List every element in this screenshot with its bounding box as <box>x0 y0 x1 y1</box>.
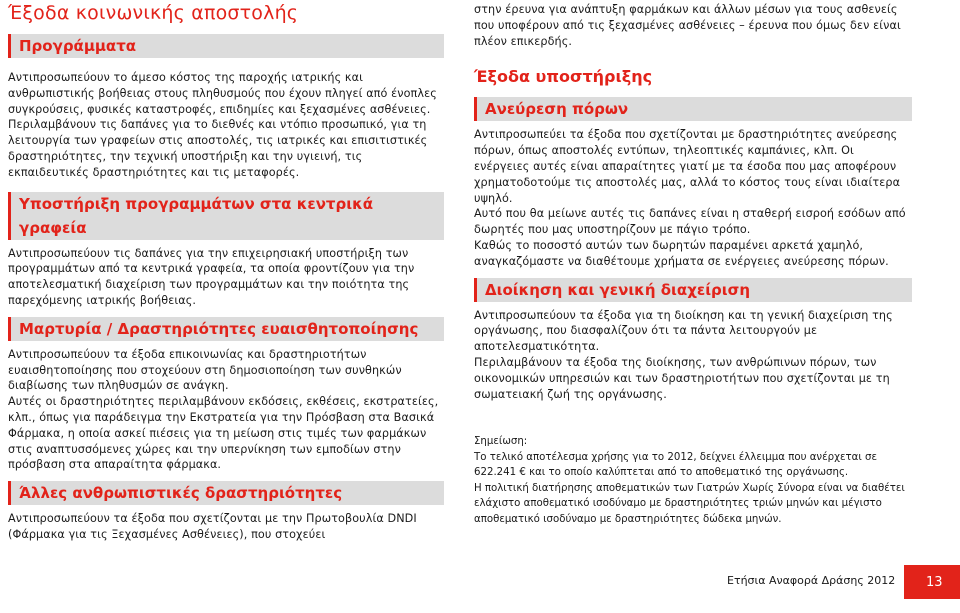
right-column <box>474 0 912 527</box>
text-program-support: Αντιπροσωπεύουν τις δαπάνες για την επιχειρησιακή υποστήριξη των προγραμμάτων από τα κεντρικά γραφεία, τα οποία φροντίζουν για την αποτελεσματική διαχείριση των προγραμμάτων και την ποιότητα της παρεχόμενης ιατρικής βοήθειας. <box>8 246 415 307</box>
page-number: 13 <box>926 574 943 590</box>
heading-administration: Διοίκηση και γενική διαχείριση <box>474 278 912 302</box>
left-column <box>8 0 444 543</box>
heading-other-humanitarian: Άλλες ανθρωπιστικές δραστηριότητες <box>8 481 444 505</box>
page-number-badge <box>904 565 960 599</box>
text-administration: Αντιπροσωπεύουν τα έξοδα για τη διοίκηση και τη γενική διαχείριση της οργάνωσης, που διασφαλίζουν ότι τα πάντα λειτουργούν με αποτελεσματικότητα. Περιλαμβάνουν τα έξοδα της διοίκησης, των ανθρώπινων πόρων, των οικονομικών υπηρεσιών και των δραστηριοτήτων που σχετίζονται με τη σωματειακή ζωή της οργάνωσης. <box>474 308 893 401</box>
page-title: Έξοδα κοινωνικής αποστολής <box>8 2 299 24</box>
text-programs: Αντιπροσωπεύουν το άμεσο κόστος της παροχής ιατρικής και ανθρωπιστικής βοήθειας στους πληθυσμούς που έχουν πληγεί από ένοπλες συγκρούσεις, φυσικές καταστροφές, επιδημίες και ξεχασμένες ασθένειες. Περιλαμβάνουν τις δαπάνες για το διεθνές και ντόπιο προσωπικό, για τη λειτουργία των γραφείων στις αποστολές, τις ιατρικές και επισιτιστικές δραστηριότητες, την τεχνική υποστήριξη και την υγιεινή, τις εκπαιδευτικές δραστηριότητες και τις μεταφορές. <box>8 71 437 179</box>
heading-programs: Προγράμματα <box>8 34 444 58</box>
text-testimony: Αντιπροσωπεύουν τα έξοδα επικοινωνίας και δραστηριοτήτων ευαισθητοποίησης που στοχεύουν στη δημοσιοποίηση των συνθηκών διαβίωσης των πληθυσμών σε ανάγκη. Αυτές οι δραστηριότητες περιλαμβάνουν εκδόσεις, εκθέσεις, εκστρατείες, κλπ., όπως για παράδειγμα την Εκστρατεία για την Πρόσβαση στα Βασικά Φάρμακα, η οποία ασκεί πιέσεις για τη μείωση στις τιμές των φαρμάκων στις αναπτυσσόμενες χώρες και την υπερνίκηση των εμποδίων στην πρόσβαση στα απαραίτητα φάρμακα. <box>8 347 439 472</box>
text-continuation: στην έρευνα για ανάπτυξη φαρμάκων και άλλων μέσων για τους ασθενείς που υποφέρουν από τις ξεχασμένες ασθένειες – έρευνα που όμως δεν είναι πλέον επικερδής. <box>474 3 901 48</box>
note-text: Το τελικό αποτέλεσμα χρήσης για το 2012, δείχνει έλλειμμα που ανέρχεται σε 622.241 € και το οποίο καλύπτεται από το αποθεματικό της οργάνωσης. Η πολιτική διατήρησης αποθεματικών των Γιατρών Χωρίς Σύνορα είναι να διαθέτει ελάχιστο αποθεματικό ισοδύναμο με δραστηριότητες τριών μηνών και μέγιστο αποθεματικό ισοδύναμο με δραστηριότητες δώδεκα μηνών. <box>474 451 905 525</box>
text-other-humanitarian: Αντιπροσωπεύουν τα έξοδα που σχετίζονται με την Πρωτοβουλία DNDI (Φάρμακα για τις Ξεχασμένες Ασθένειες), που στοχεύει <box>8 512 417 541</box>
heading-fundraising: Ανεύρεση πόρων <box>474 97 912 121</box>
text-fundraising: Αντιπροσωπεύει τα έξοδα που σχετίζονται με δραστηριότητες ανεύρεσης πόρων, όπως αποστολές εντύπων, τηλεοπτικές καμπάνιες, κλπ. Οι ενέργειες αυτές είναι απαραίτητες γιατί με τα έσοδα που μας αποφέρουν χρηματοδοτούμε τις αποστολές μας, αλλά το κόστος τους είναι ιδιαίτερα υψηλό. Αυτό που θα μείωνε αυτές τις δαπάνες είναι η σταθερή εισροή εσόδων από δωρητές που μας υποστηρίζουν με πάγιο τρόπο. Καθώς το ποσοστό αυτών των δωρητών παραμένει αρκετά χαμηλό, αναγκαζόμαστε να διαθέτουμε χρήματα σε ενέργειες ανεύρεσης πόρων. <box>474 128 906 268</box>
section-title-support: Έξοδα υποστήριξης <box>474 67 653 87</box>
note-label: Σημείωση: <box>474 436 528 448</box>
heading-program-support: Υποστήριξη προγραμμάτων στα κεντρικά γραφεία <box>8 192 444 240</box>
footer-report-title: Ετήσια Αναφορά Δράσης 2012 <box>727 574 896 587</box>
heading-testimony: Μαρτυρία / Δραστηριότητες ευαισθητοποίησης <box>8 317 444 341</box>
